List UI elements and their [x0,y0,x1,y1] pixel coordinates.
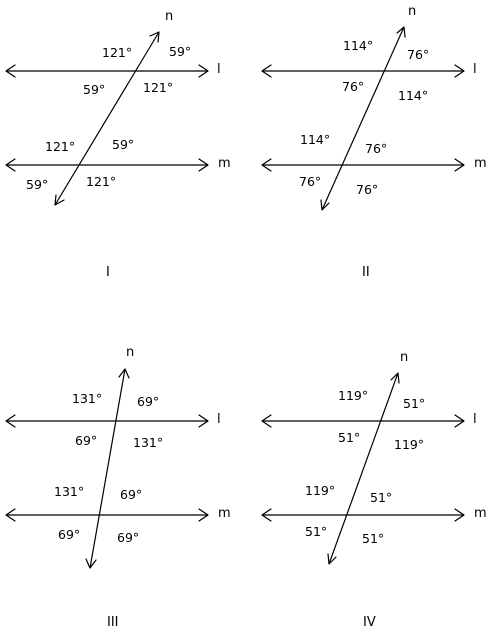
label-m-fig2: m [474,156,487,171]
angle-3-fig4: 51° [338,430,361,445]
arrowhead-n-top-fig2 [397,27,405,37]
angle-6-fig4: 51° [370,490,393,505]
angle-7-fig1: 59° [26,177,49,192]
angle-7-fig4: 51° [305,524,328,539]
angle-1-fig1: 121° [102,45,133,60]
figure-1 [6,9,231,280]
angle-8-fig3: 69° [117,530,140,545]
figure-4 [262,350,487,630]
label-m-fig4: m [474,506,487,521]
angle-5-fig3: 131° [54,484,85,499]
label-l-fig4: l [473,412,477,427]
angle-4-fig1: 121° [143,80,174,95]
angle-8-fig2: 76° [356,182,379,197]
angle-7-fig2: 76° [299,174,322,189]
angle-7-fig3: 69° [58,527,81,542]
figure-numeral-fig4: IV [363,615,376,630]
angle-3-fig2: 76° [342,79,365,94]
angle-8-fig4: 51° [362,531,385,546]
angle-4-fig2: 114° [398,88,429,103]
angle-5-fig2: 114° [300,132,331,147]
angle-1-fig3: 131° [72,391,103,406]
angle-2-fig4: 51° [403,396,426,411]
figure-3 [6,345,231,630]
label-l-fig2: l [473,62,477,77]
figure-numeral-fig3: III [107,615,119,630]
angle-6-fig3: 69° [120,487,143,502]
label-l-fig1: l [217,62,221,77]
angle-2-fig1: 59° [169,44,192,59]
angle-3-fig3: 69° [75,433,98,448]
angle-6-fig2: 76° [365,141,388,156]
angle-4-fig3: 131° [133,435,164,450]
label-m-fig3: m [218,506,231,521]
angle-2-fig3: 69° [137,394,160,409]
angle-3-fig1: 59° [83,82,106,97]
angle-5-fig4: 119° [305,483,336,498]
angle-1-fig2: 114° [343,38,374,53]
label-n-fig3: n [126,345,135,360]
angle-1-fig4: 119° [338,388,369,403]
label-m-fig1: m [218,156,231,171]
figure-numeral-fig1: I [106,265,110,280]
angle-4-fig4: 119° [394,437,425,452]
angle-8-fig1: 121° [86,174,117,189]
arrowhead-n-bottom-fig2 [321,200,329,210]
angle-5-fig1: 121° [45,139,76,154]
angle-6-fig1: 59° [112,137,135,152]
label-l-fig3: l [217,412,221,427]
label-n-fig1: n [165,9,174,24]
figure-numeral-fig2: II [362,265,370,280]
figure-2 [262,4,487,280]
angle-2-fig2: 76° [407,47,430,62]
label-n-fig4: n [400,350,409,365]
label-n-fig2: n [408,4,417,19]
